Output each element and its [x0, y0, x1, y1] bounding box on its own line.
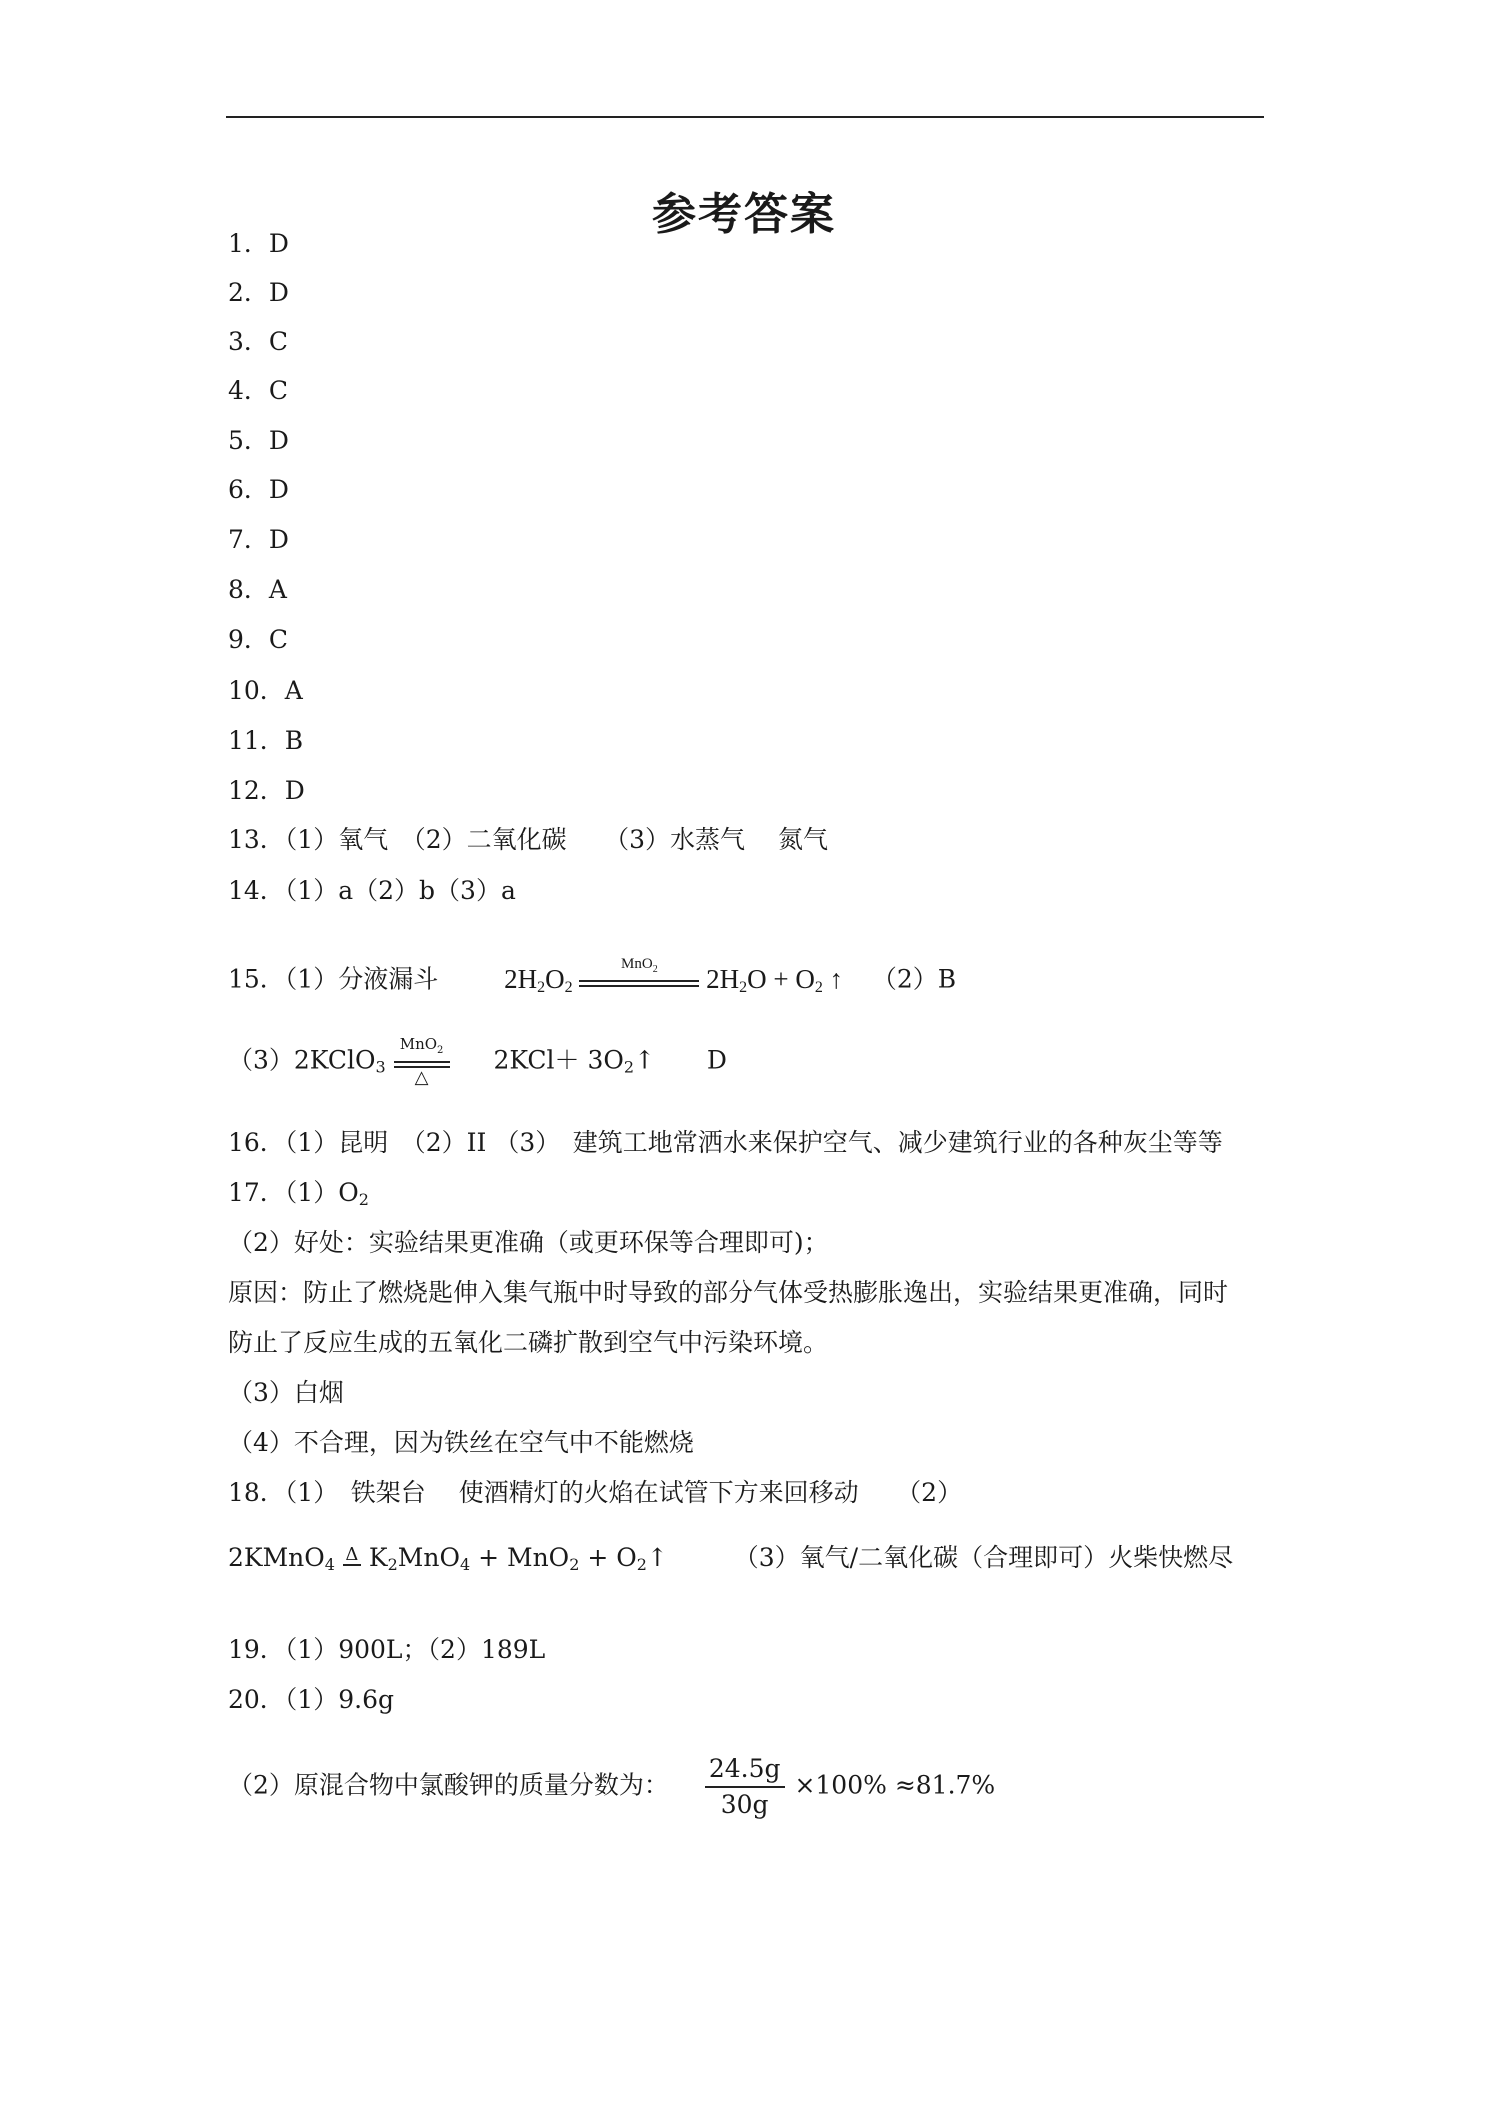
answer-7: 7．D: [228, 525, 289, 554]
answer-3: 3．C: [228, 327, 289, 356]
answer-10: 10．A: [228, 676, 303, 705]
heat-icon: Δ: [345, 1544, 359, 1565]
answer-4: 4．C: [228, 376, 289, 405]
answer-12: 12．D: [228, 776, 305, 805]
answer-13: 13．（1）氧气 （2）二氧化碳 （3）水蒸气 氮气: [228, 825, 828, 854]
fraction-numerator: 24.5g: [705, 1754, 785, 1788]
gas-arrow-icon: ↑: [829, 963, 844, 994]
answer-17-line3: 原因：防止了燃烧匙伸入集气瓶中时导致的部分气体受热膨胀逸出，实验结果更准确，同时: [228, 1278, 1229, 1307]
page-title: 参考答案: [652, 189, 836, 240]
answer-17-line1: 17．$(1)O_2$: [228, 1178, 369, 1209]
answer-20-line2: （2）原混合物中氯酸钾的质量分数为： $\frac{24.5g}{30g}$ ×100% ≈81.7%: [228, 1754, 996, 1819]
fraction-denominator: 30g: [720, 1790, 769, 1819]
answer-8: 8．A: [228, 575, 287, 604]
heat-icon: △: [414, 1067, 429, 1088]
answer-20-line1: 20．（1）9.6g: [228, 1685, 394, 1714]
answer-18-line2: [228, 1542, 1233, 1581]
answer-17-line2: （2）好处：实验结果更准确（或更环保等合理即可)；: [228, 1228, 829, 1257]
answer-16: 16．（1）昆明 （2）II （3） 建筑工地常洒水来保护空气、减少建筑行业的各种灰尘等等: [228, 1128, 1223, 1157]
kmno4-equation: 2KMnO$_4$ Δ $K_2MnO_4 + MnO_2$ + $O_2↑$: [228, 1543, 668, 1574]
gas-arrow-icon: ↑: [634, 1045, 656, 1075]
answer-17-line6: （4）不合理，因为铁丝在空气中不能燃烧: [228, 1428, 694, 1457]
answer-14: 14．（1）a（2）b（3）a: [228, 876, 516, 905]
answer-11: 11．B: [228, 726, 304, 755]
answer-17-line4: 防止了反应生成的五氧化二磷扩散到空气中污染环境。: [228, 1328, 829, 1357]
answer-19: 19．（1）900L；（2）189L: [228, 1635, 546, 1664]
heat-condition: [343, 1544, 361, 1566]
answer-6: 6．D: [228, 475, 289, 504]
answer-9: 9．C: [228, 625, 289, 654]
answer-5: 5．D: [228, 426, 289, 455]
fraction-tail: ×100% ≈81.7%: [794, 1770, 996, 1800]
answer-18-line1: 18．（1） 铁架台 使酒精灯的火焰在试管下方来回移动 （2）: [228, 1478, 963, 1507]
answer-15-part2: （2）B: [871, 964, 957, 994]
answer-2: 2．D: [228, 278, 289, 307]
answer-15-prefix: 15．（1）分液漏斗: [228, 964, 439, 994]
answer-1: 1．D: [228, 229, 289, 258]
answer-15-line1: [228, 956, 956, 1007]
answer-15-line2: （3）2KClO$_3$ MnO$_2$ △ $2KCl+ 3O_2↑$ D: [228, 1035, 727, 1088]
answer-18-tail: （3）氧气/二氧化碳（合理即可）火柴快燃尽: [733, 1543, 1234, 1572]
gas-arrow-icon: ↑: [646, 1543, 668, 1572]
catalyst-heat-condition: MnO$_2$ △: [394, 1036, 450, 1088]
header-rule: [226, 116, 1264, 118]
h2o2-equation: $2H_2O_2$ MnO$_2$ $2H_2O + O_2$ ↑: [504, 964, 850, 994]
catalyst-condition: MnO$_2$: [579, 956, 699, 1007]
answer-17-line5: （3）白烟: [228, 1378, 344, 1407]
mass-fraction: [705, 1754, 785, 1820]
